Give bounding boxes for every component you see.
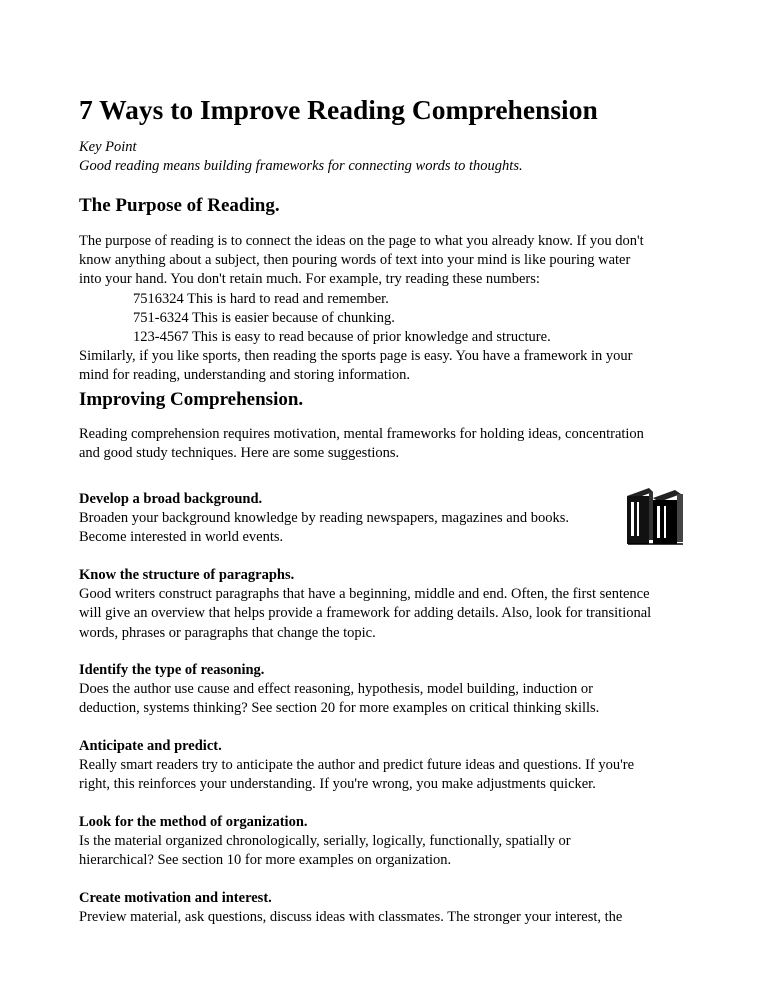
improving-heading: Improving Comprehension. (79, 389, 304, 410)
example-line: 7516324 This is hard to read and remember. (133, 290, 389, 307)
key-point-text: Good reading means building frameworks for connecting words to thoughts. (79, 158, 523, 174)
tip-line: deduction, systems thinking? See section 20 for more examples on critical thinking skills. (79, 700, 600, 717)
tip-line: will give an overview that helps provide a framework for adding details. Also, look for transitional (79, 605, 652, 622)
tip-line: Become interested in world events. (79, 529, 284, 546)
tip-line: Good writers construct paragraphs that have a beginning, middle and end. Often, the first sentence (79, 586, 650, 603)
tip-line: hierarchical? See section 10 for more examples on organization. (79, 852, 452, 869)
tip-line: Really smart readers try to anticipate the author and predict future ideas and questions. If you're (79, 757, 635, 774)
tip-line: Preview material, ask questions, discuss ideas with classmates. The stronger your interest, the (79, 909, 623, 926)
page-title: 7 Ways to Improve Reading Comprehension (79, 94, 598, 125)
tip-title: Create motivation and interest. (79, 890, 272, 906)
tip-title: Anticipate and predict. (79, 738, 222, 754)
tip-reasoning (79, 661, 711, 719)
books-icon (623, 486, 687, 546)
tip-title: Know the structure of paragraphs. (79, 567, 295, 583)
text-line: know anything about a subject, then pouring words of text into your mind is like pouring water (79, 252, 631, 269)
tip-line: Broaden your background knowledge by reading newspapers, magazines and books. (79, 510, 570, 527)
tip-anticipate (79, 737, 711, 795)
text-line: and good study techniques. Here are some suggestions. (79, 445, 400, 462)
tip-line: words, phrases or paragraphs that change the topic. (79, 624, 376, 641)
tip-structure (79, 566, 711, 643)
text-line: The purpose of reading is to connect the ideas on the page to what you already know. If you don't (79, 233, 644, 249)
text-line: Reading comprehension requires motivation, mental frameworks for holding ideas, concentration (79, 426, 644, 442)
tip-title: Look for the method of organization. (79, 814, 308, 830)
tip-line: Is the material organized chronologically, serially, logically, functionally, spatially or (79, 833, 571, 850)
tip-organization (79, 813, 711, 871)
key-point (79, 138, 523, 176)
text-line: mind for reading, understanding and storing information. (79, 367, 411, 384)
text-line: Similarly, if you like sports, then reading the sports page is easy. You have a framework in your (79, 348, 633, 365)
tip-motivation (79, 889, 711, 927)
example-line: 751-6324 This is easier because of chunking. (133, 309, 395, 326)
tip-title: Develop a broad background. (79, 491, 263, 507)
tip-line: right, this reinforces your understanding. If you're wrong, you make adjustments quicker. (79, 776, 596, 793)
example-line: 123-4567 This is easy to read because of prior knowledge and structure. (133, 329, 551, 346)
tip-line: Does the author use cause and effect reasoning, hypothesis, model building, induction or (79, 681, 593, 698)
key-point-label: Key Point (79, 139, 137, 155)
improving-paragraph (79, 425, 711, 463)
purpose-paragraph (79, 232, 711, 386)
tip-background (79, 490, 711, 548)
text-line: into your hand. You don't retain much. For example, try reading these numbers: (79, 271, 540, 288)
tip-title: Identify the type of reasoning. (79, 662, 265, 678)
purpose-heading: The Purpose of Reading. (79, 195, 280, 216)
